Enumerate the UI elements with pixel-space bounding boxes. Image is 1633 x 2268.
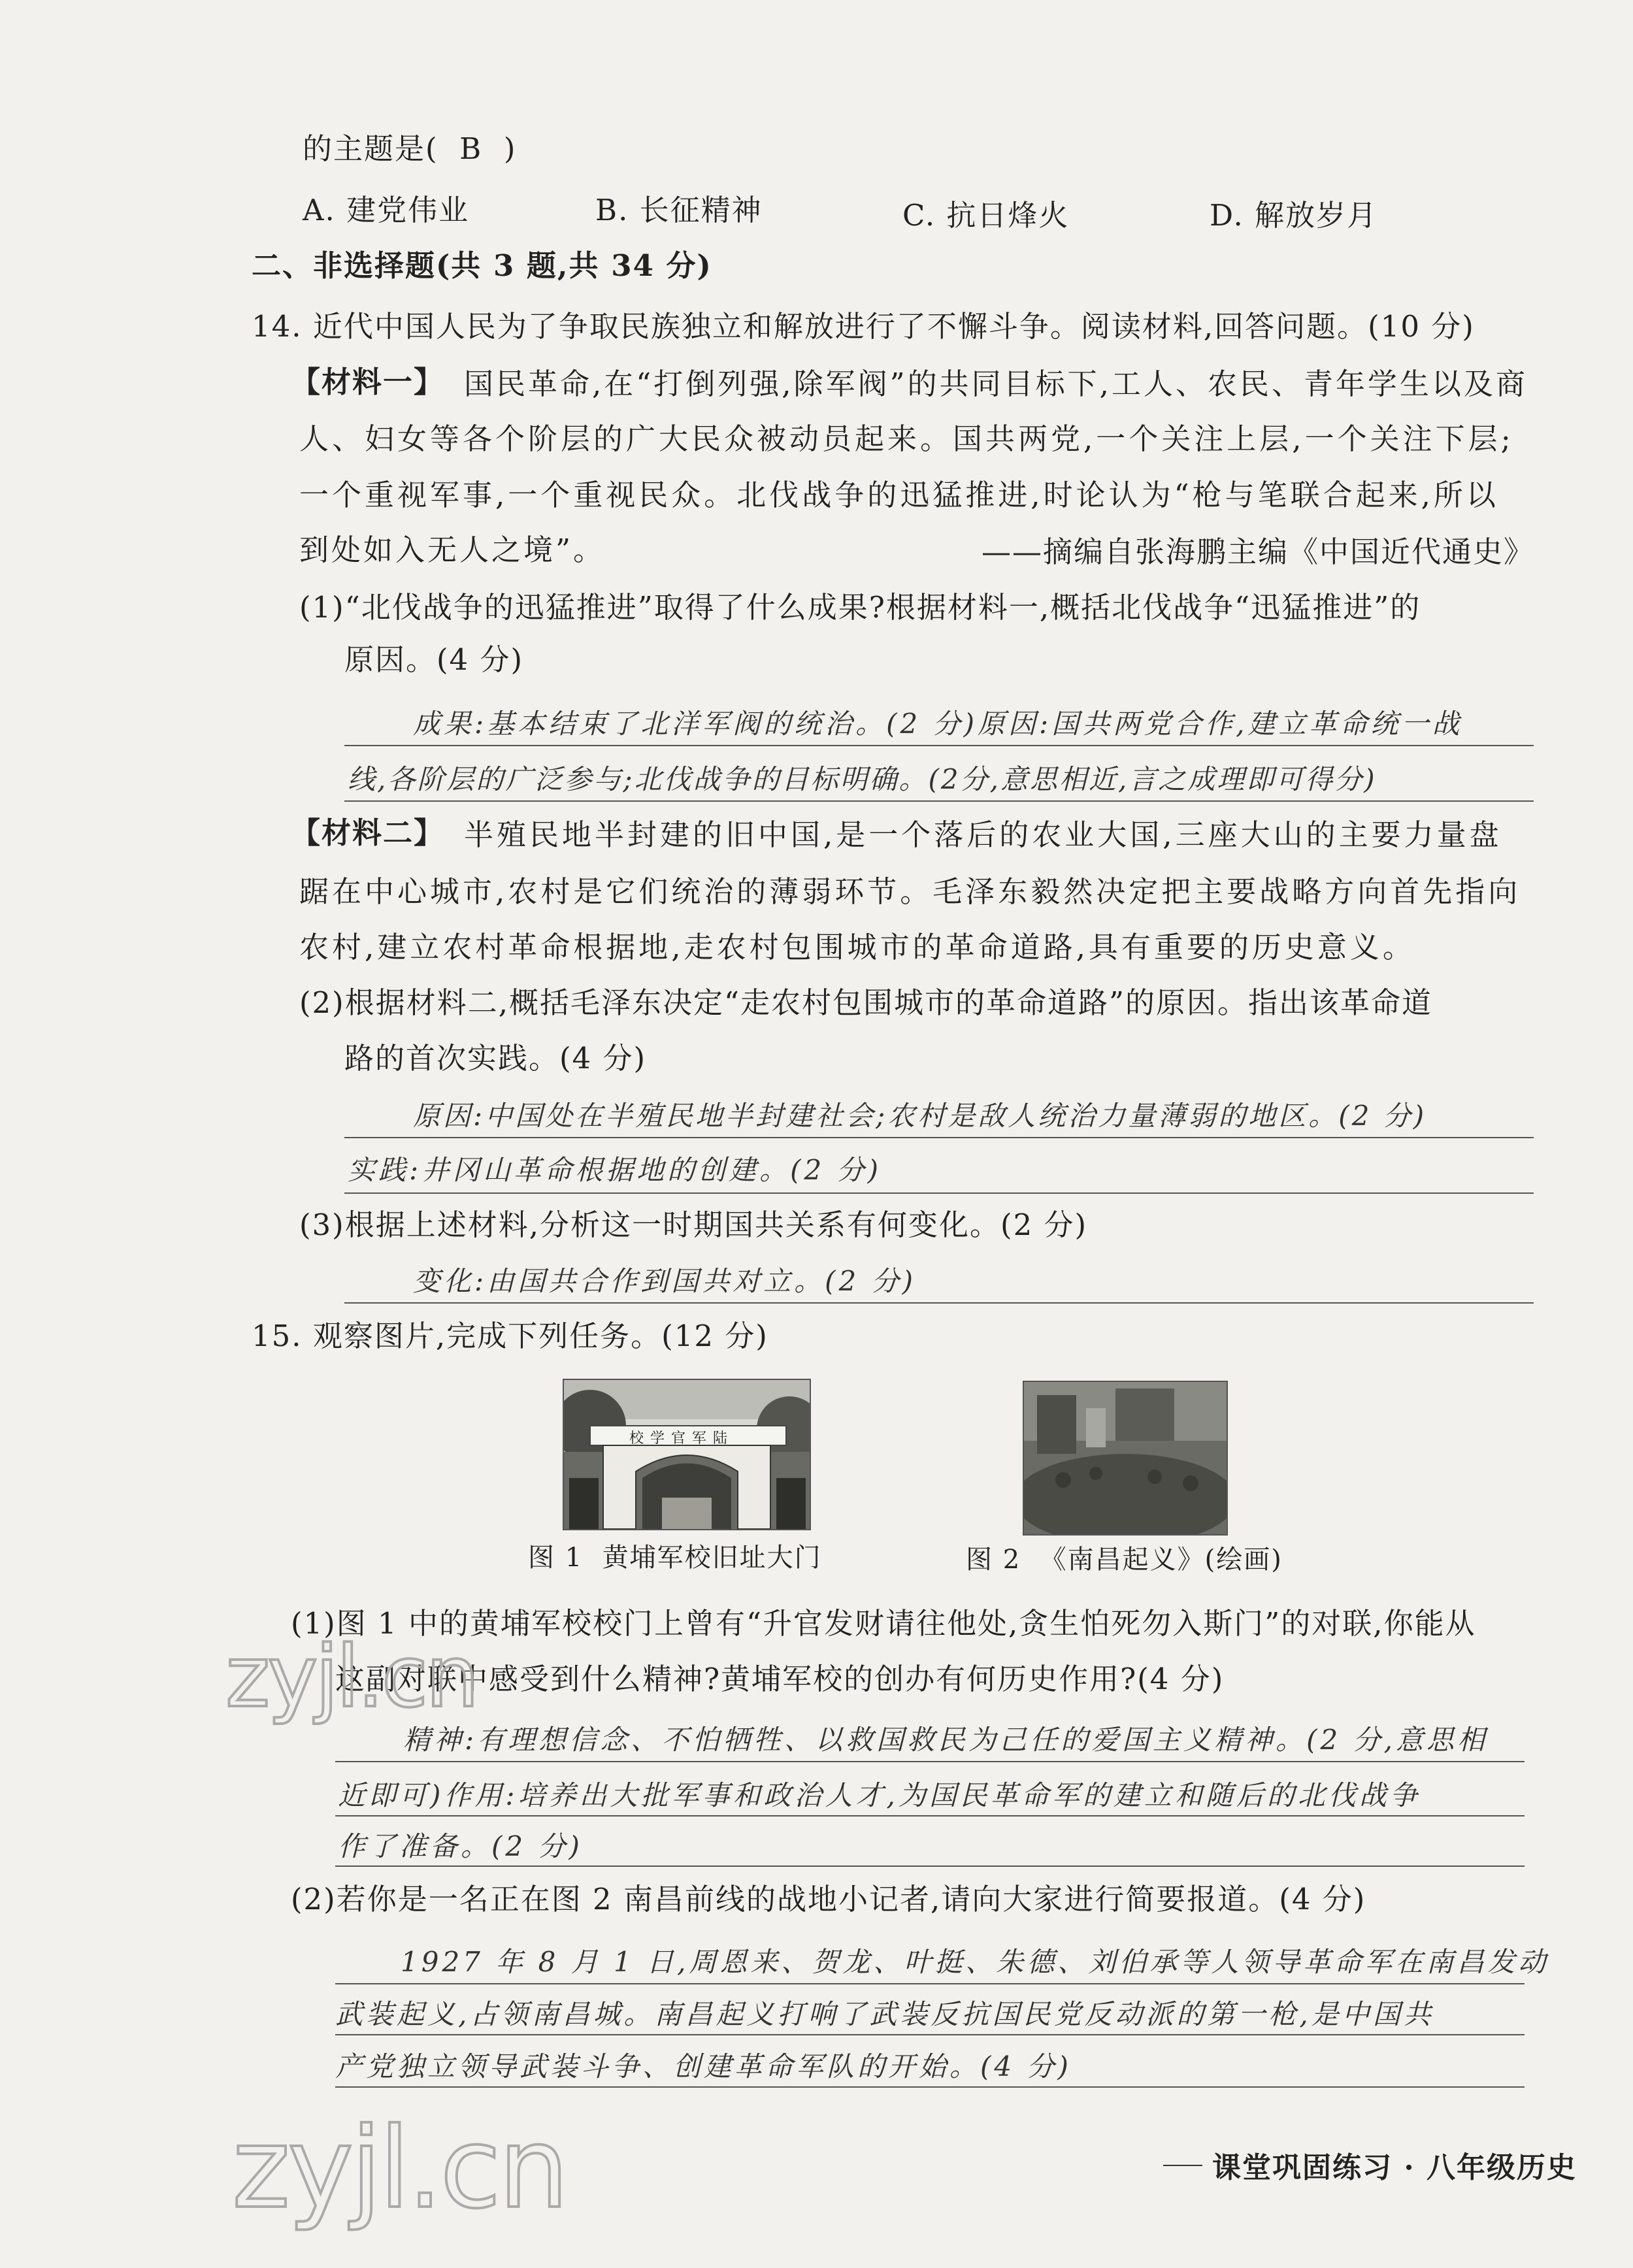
q14-material-1-line-4: 到处如入无人之境”。 xyxy=(299,533,606,567)
q14-material-1-tag: 【材料一】 xyxy=(291,365,445,399)
answer-line xyxy=(335,2086,1525,2088)
q14-sub-1-line-2: 原因。(4 分) xyxy=(344,642,524,677)
answer-line xyxy=(344,745,1534,746)
q14-answer-1-line-2: 线,各阶层的广泛参与;北伐战争的目标明确。(2分,意思相近,言之成理即可得分) xyxy=(348,763,1377,795)
q14-material-2-line-3: 农村,建立农村革命根据地,走农村包围城市的革命道路,具有重要的历史意义。 xyxy=(299,930,1415,964)
answer-line xyxy=(344,1137,1534,1138)
q14-material-2-tag: 【材料二】 xyxy=(291,815,445,850)
option-a: A. 建党伟业 xyxy=(303,193,470,227)
q14-sub-2-line-2: 路的首次实践。(4 分) xyxy=(344,1041,647,1076)
q15-sub-1-line-1: (1)图 1 中的黄埔军校校门上曾有“升官发财请往他处,贪生怕死勿入斯门”的对联,你能从 xyxy=(291,1606,1476,1641)
q15-stem: 15. 观察图片,完成下列任务。(12 分) xyxy=(252,1319,768,1353)
answer-line xyxy=(344,1192,1534,1194)
q14-material-2-line-2: 踞在中心城市,农村是它们统治的薄弱环节。毛泽东毅然决定把主要战略方向首先指向 xyxy=(299,874,1521,909)
q14-material-1-source: ——摘编自张海鹏主编《中国近代通史》 xyxy=(981,534,1535,569)
q14-answer-3: 变化:由国共合作到国共对立。(2 分) xyxy=(413,1265,916,1297)
q15-answer-2-line-3: 产党独立领导武装斗争、创建革命军队的开始。(4 分) xyxy=(335,2050,1072,2082)
q14-answer-2-line-2: 实践:井冈山革命根据地的创建。(2 分) xyxy=(348,1154,882,1186)
gate-sign-text: 校学官军陆 xyxy=(629,1430,734,1447)
q15-answer-1-line-1: 精神:有理想信念、不怕牺牲、以救国救民为己任的爱国主义精神。(2 分,意思相 xyxy=(403,1724,1488,1756)
option-c: C. 抗日烽火 xyxy=(902,198,1070,233)
q14-material-1-line-1: 国民革命,在“打倒列强,除军阀”的共同目标下,工人、农民、青年学生以及商 xyxy=(464,367,1528,401)
answer-line xyxy=(335,1983,1525,1984)
q15-answer-2-line-1: 1927 年 8 月 1 日,周恩来、贺龙、叶挺、朱德、刘伯承等人领导革命军在南昌发动 xyxy=(401,1946,1549,1978)
footer-dash xyxy=(1163,2165,1202,2166)
option-d: D. 解放岁月 xyxy=(1210,198,1378,233)
q15-answer-1-line-2: 近即可)作用:培养出大批军事和政治人才,为国民革命军的建立和随后的北伐战争 xyxy=(338,1779,1421,1811)
answer-line xyxy=(335,2034,1525,2035)
question-13-stem-end: 的主题是( B ) xyxy=(303,131,517,166)
option-b: B. 长征精神 xyxy=(595,193,763,227)
answer-line xyxy=(335,1815,1525,1816)
q14-sub-3: (3)根据上述材料,分析这一时期国共关系有何变化。(2 分) xyxy=(299,1208,1088,1242)
q14-answer-2-line-1: 原因:中国处在半殖民地半封建社会;农村是敌人统治力量薄弱的地区。(2 分) xyxy=(413,1100,1427,1132)
answer-line xyxy=(344,1302,1534,1304)
section-heading: 二、非选择题(共 3 题,共 34 分) xyxy=(252,248,712,283)
answer-line xyxy=(335,1865,1525,1867)
q15-answer-2-line-2: 武装起义,占领南昌城。南昌起义打响了武装反抗国民党反动派的第一枪,是中国共 xyxy=(335,1998,1434,2030)
q14-material-1-line-2: 人、妇女等各个阶层的广大民众被动员起来。国共两党,一个关注上层,一个关注下层; xyxy=(299,421,1514,456)
watermark-text: zyjl.cn xyxy=(232,2104,567,2233)
figure-1-caption: 图 1 黄埔军校旧址大门 xyxy=(528,1543,822,1573)
q15-sub-1-line-2: 这副对联中感受到什么精神?黄埔军校的创办有何历史作用?(4 分) xyxy=(335,1662,1225,1696)
q14-material-1-line-3: 一个重视军事,一个重视民众。北伐战争的迅猛推进,时论认为“枪与笔联合起来,所以 xyxy=(299,478,1499,512)
q14-answer-1-line-1: 成果:基本结束了北洋军阀的统治。(2 分)原因:国共两党合作,建立革命统一战 xyxy=(413,708,1463,740)
painting-illustration xyxy=(1024,1382,1227,1534)
gate-illustration xyxy=(564,1380,810,1529)
q14-stem: 14. 近代中国人民为了争取民族独立和解放进行了不懈斗争。阅读材料,回答问题。(10 分) xyxy=(252,309,1475,344)
q15-answer-1-line-3: 作了准备。(2 分) xyxy=(338,1830,583,1862)
nanchang-uprising-painting xyxy=(1023,1381,1228,1536)
q15-sub-2: (2)若你是一名正在图 2 南昌前线的战地小记者,请向大家进行简要报道。(4 分) xyxy=(291,1882,1366,1916)
watermark-text: zyjl.cn xyxy=(225,1627,477,1726)
q14-sub-2-line-1: (2)根据材料二,概括毛泽东决定“走农村包围城市的革命道路”的原因。指出该革命道 xyxy=(299,985,1433,1020)
answer-line xyxy=(344,800,1534,802)
figure-2-caption: 图 2 《南昌起义》(绘画) xyxy=(966,1545,1283,1575)
footer-series-title: 课堂巩固练习 · 八年级历史 xyxy=(1212,2151,1577,2184)
whampoa-academy-gate-photo xyxy=(563,1379,811,1530)
q14-material-2-line-1: 半殖民地半封建的旧中国,是一个落后的农业大国,三座大山的主要力量盘 xyxy=(464,817,1502,852)
q14-sub-1-line-1: (1)“北伐战争的迅猛推进”取得了什么成果?根据材料一,概括北伐战争“迅猛推进”的 xyxy=(299,590,1421,625)
answer-line xyxy=(335,1761,1525,1762)
